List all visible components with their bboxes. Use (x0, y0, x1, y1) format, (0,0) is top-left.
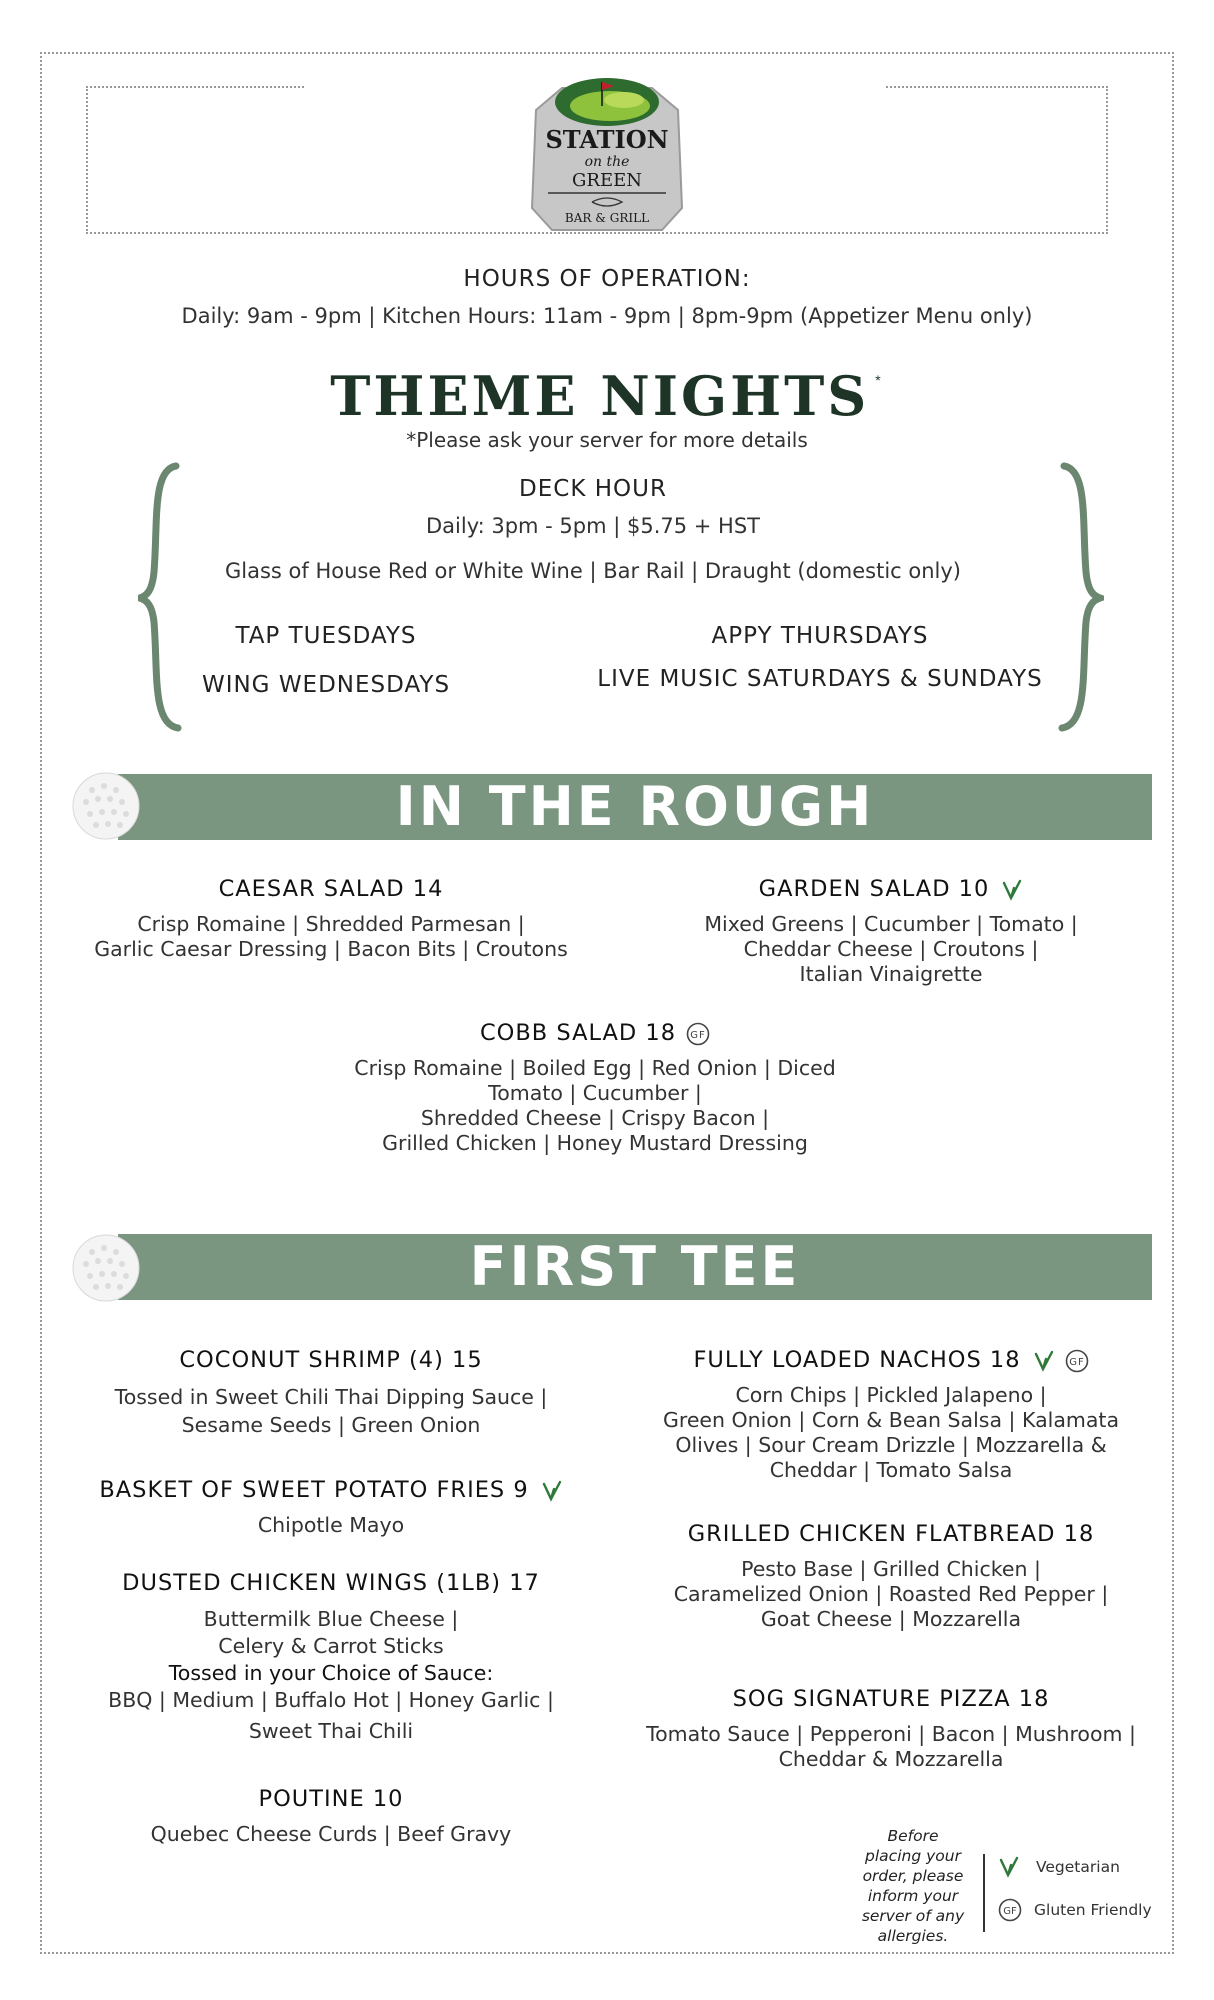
item-desc (656, 912, 1126, 987)
night-wing-wednesdays: WING WEDNESDAYS (201, 672, 451, 698)
desc-line: Grilled Chicken | Honey Mustard Dressing (382, 1131, 808, 1155)
vegetarian-icon (998, 1856, 1020, 1878)
note-line: server of any (861, 1907, 965, 1925)
golf-ball-icon (72, 1234, 140, 1302)
svg-text:GF: GF (1003, 1906, 1017, 1917)
logo-text-green: GREEN (572, 170, 642, 191)
section-title-rough: IN THE ROUGH (395, 775, 875, 838)
theme-nights-label: THEME NIGHTS (330, 364, 870, 428)
item-title-row (616, 1347, 1166, 1373)
deck-hour-title: DECK HOUR (519, 476, 667, 502)
desc-line: Quebec Cheese Curds | Beef Gravy (150, 1822, 512, 1846)
allergy-note (848, 1826, 978, 1946)
menu-item-garden (656, 876, 1126, 987)
item-desc (616, 1722, 1166, 1772)
menu-item-caesar (66, 876, 596, 962)
desc-line: Italian Vinaigrette (799, 962, 983, 986)
desc-line: Cheddar Cheese | Croutons | (743, 937, 1039, 961)
svg-text:GF: GF (690, 1029, 706, 1041)
desc-line: Mixed Greens | Cucumber | Tomato | (704, 912, 1078, 936)
menu-item-chicken-wings (66, 1570, 596, 1745)
theme-asterisk: * (875, 372, 884, 388)
legend-divider (983, 1854, 985, 1932)
item-title: SOG SIGNATURE PIZZA 18 (732, 1686, 1050, 1712)
legend-gluten (998, 1898, 1152, 1922)
golf-ball-icon (72, 772, 140, 840)
desc-line: Corn Chips | Pickled Jalapeno | (735, 1383, 1047, 1407)
menu-item-flatbread (626, 1521, 1156, 1632)
item-title: DUSTED CHICKEN WINGS (1LB) 17 (122, 1570, 540, 1596)
svg-text:GF: GF (1068, 1356, 1085, 1368)
left-brace-icon (138, 462, 188, 732)
legend-vegetarian-label: Vegetarian (1036, 1858, 1120, 1876)
item-title: CAESAR SALAD 14 (218, 876, 444, 902)
item-title: POUTINE 10 (258, 1786, 404, 1812)
desc-line: Garlic Caesar Dressing | Bacon Bits | Croutons (94, 937, 568, 961)
desc-line: Cheddar & Mozzarella (778, 1747, 1004, 1771)
legend-vegetarian (998, 1856, 1120, 1878)
item-desc (66, 1383, 596, 1439)
gluten-friendly-icon (1065, 1349, 1089, 1373)
menu-item-pizza (616, 1686, 1166, 1772)
desc-line: Olives | Sour Cream Drizzle | Mozzarella & (675, 1433, 1107, 1457)
desc-line: Tossed in your Choice of Sauce: (168, 1661, 494, 1685)
gluten-friendly-icon (998, 1898, 1022, 1922)
section-band-tee (118, 1234, 1152, 1300)
desc-line: Pesto Base | Grilled Chicken | (741, 1557, 1041, 1581)
night-tap-tuesdays: TAP TUESDAYS (235, 623, 417, 649)
item-title-row (300, 1020, 890, 1046)
logo-text-onthe: on the (584, 154, 630, 170)
item-title-row (66, 1477, 596, 1503)
desc-line: BBQ | Medium | Buffalo Hot | Honey Garlic | (108, 1688, 554, 1712)
desc-line: Sesame Seeds | Green Onion (181, 1413, 481, 1437)
desc-line: Celery & Carrot Sticks (218, 1634, 444, 1658)
legend-gluten-label: Gluten Friendly (1034, 1901, 1152, 1919)
desc-line: Caramelized Onion | Roasted Red Pepper | (673, 1582, 1109, 1606)
item-desc (66, 1513, 596, 1538)
note-line: order, please (862, 1867, 964, 1885)
menu-item-poutine (66, 1786, 596, 1847)
desc-line: Shredded Cheese | Crispy Bacon | (420, 1106, 770, 1130)
vegetarian-icon (1001, 879, 1023, 901)
item-desc (66, 1822, 596, 1847)
night-appy-thursdays: APPY THURSDAYS (711, 623, 929, 649)
deck-hour-drinks: Glass of House Red or White Wine | Bar Rail | Draught (domestic only) (225, 559, 961, 583)
vegetarian-icon (1033, 1350, 1055, 1372)
desc-line: Cheddar | Tomato Salsa (769, 1458, 1013, 1482)
note-line: Before (887, 1827, 939, 1845)
theme-nights-title (0, 364, 1214, 428)
deck-hour-time: Daily: 3pm - 5pm | $5.75 + HST (425, 514, 761, 538)
vegetarian-icon (541, 1480, 563, 1502)
menu-item-sweet-potato-fries (66, 1477, 596, 1538)
item-title: FULLY LOADED NACHOS 18 (693, 1347, 1021, 1373)
menu-item-nachos (616, 1347, 1166, 1483)
desc-line: Crisp Romaine | Boiled Egg | Red Onion | Diced (354, 1056, 836, 1080)
gluten-friendly-icon (686, 1022, 710, 1046)
desc-line: Sweet Thai Chili (248, 1719, 414, 1743)
desc-line: Tossed in Sweet Chili Thai Dipping Sauce | (114, 1385, 548, 1409)
right-brace-icon (1054, 462, 1104, 732)
note-line: placing your (865, 1847, 961, 1865)
desc-line: Buttermilk Blue Cheese | (203, 1607, 459, 1631)
item-desc (300, 1056, 890, 1156)
item-title: GRILLED CHICKEN FLATBREAD 18 (687, 1521, 1095, 1547)
item-title: BASKET OF SWEET POTATO FRIES 9 (99, 1477, 529, 1503)
desc-line: Goat Cheese | Mozzarella (760, 1607, 1022, 1631)
item-desc (66, 1606, 596, 1745)
desc-line: Crisp Romaine | Shredded Parmesan | (137, 912, 525, 936)
desc-line: Tomato | Cucumber | (488, 1081, 702, 1105)
section-title-tee: FIRST TEE (469, 1235, 801, 1298)
section-band-rough (118, 774, 1152, 840)
desc-line: Chipotle Mayo (257, 1513, 405, 1537)
item-title: COBB SALAD 18 (479, 1020, 677, 1046)
desc-line: Tomato Sauce | Pepperoni | Bacon | Mushroom | (646, 1722, 1136, 1746)
theme-note: *Please ask your server for more details (406, 428, 808, 452)
hours-heading: HOURS OF OPERATION: (463, 266, 751, 292)
item-desc (66, 912, 596, 962)
logo-text-bar: BAR & GRILL (564, 211, 650, 225)
menu-item-cobb (300, 1020, 890, 1156)
hours-line: Daily: 9am - 9pm | Kitchen Hours: 11am - 9pm | 8pm-9pm (Appetizer Menu only) (181, 304, 1033, 328)
night-live-music: LIVE MUSIC SATURDAYS & SUNDAYS (597, 666, 1043, 692)
item-title-row (656, 876, 1126, 902)
note-line: inform your (867, 1887, 959, 1905)
menu-item-coconut-shrimp (66, 1347, 596, 1439)
logo-text-station: STATION (545, 125, 669, 154)
item-desc (626, 1557, 1156, 1632)
desc-line: Green Onion | Corn & Bean Salsa | Kalamata (662, 1408, 1120, 1432)
station-logo (522, 70, 692, 232)
item-desc (616, 1383, 1166, 1483)
item-title: GARDEN SALAD 10 (758, 876, 990, 902)
note-line: allergies. (877, 1927, 949, 1945)
item-title: COCONUT SHRIMP (4) 15 (179, 1347, 483, 1373)
